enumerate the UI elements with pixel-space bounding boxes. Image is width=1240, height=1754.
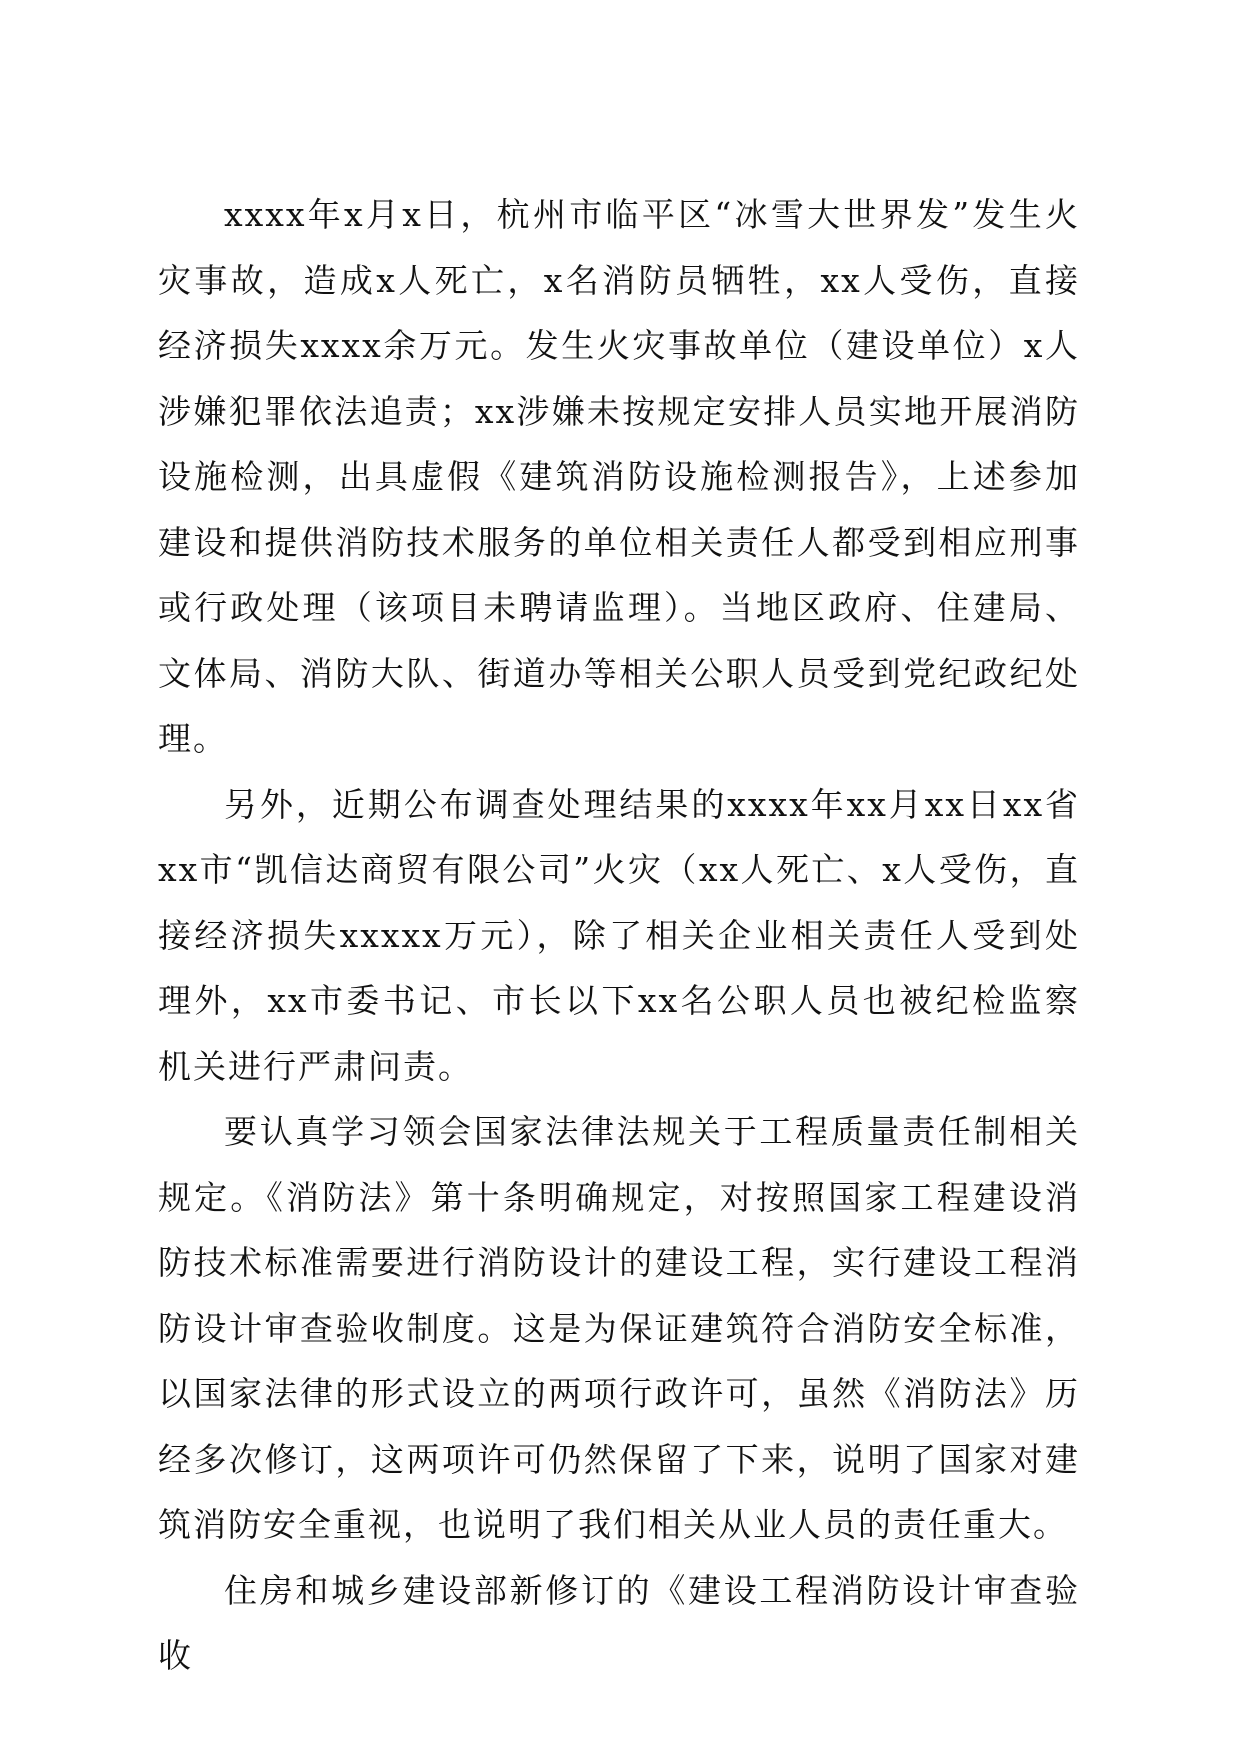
paragraph-2: 另外，近期公布调查处理结果的xxxx年xx月xx日xx省xx市“凯信达商贸有限公司”火灾（xx人死亡、x人受伤，直接经济损失xxxxx万元），除了相关企业相关责任人受到处理外，xx市委书记、市长以下xx名公职人员也被纪检监察机关进行严肃问责。	[158, 784, 1080, 1086]
paragraph-4: 住房和城乡建设部新修订的《建设工程消防设计审查验收	[158, 1570, 1080, 1675]
paragraph-3: 要认真学习领会国家法律法规关于工程质量责任制相关规定。《消防法》第十条明确规定，对按照国家工程建设消防技术标准需要进行消防设计的建设工程，实行建设工程消防设计审查验收制度。这是为保证建筑符合消防安全标准，以国家法律的形式设立的两项行政许可，虽然《消防法》历经多次修订，这两项许可仍然保留了下来，说明了国家对建筑消防安全重视，也说明了我们相关从业人员的责任重大。	[158, 1112, 1080, 1544]
paragraph-1: xxxx年x月x日，杭州市临平区“冰雪大世界发”发生火灾事故，造成x人死亡，x名消防员牺牲，xx人受伤，直接经济损失xxxx余万元。发生火灾事故单位（建设单位）x人涉嫌犯罪依法追责；xx涉嫌未按规定安排人员实地开展消防设施检测，出具虚假《建筑消防设施检测报告》，上述参加建设和提供消防技术服务的单位相关责任人都受到相应刑事或行政处理（该项目未聘请监理）。当地区政府、住建局、文体局、消防大队、街道办等相关公职人员受到党纪政纪处理。	[158, 195, 1080, 758]
document-body	[158, 182, 1080, 1689]
